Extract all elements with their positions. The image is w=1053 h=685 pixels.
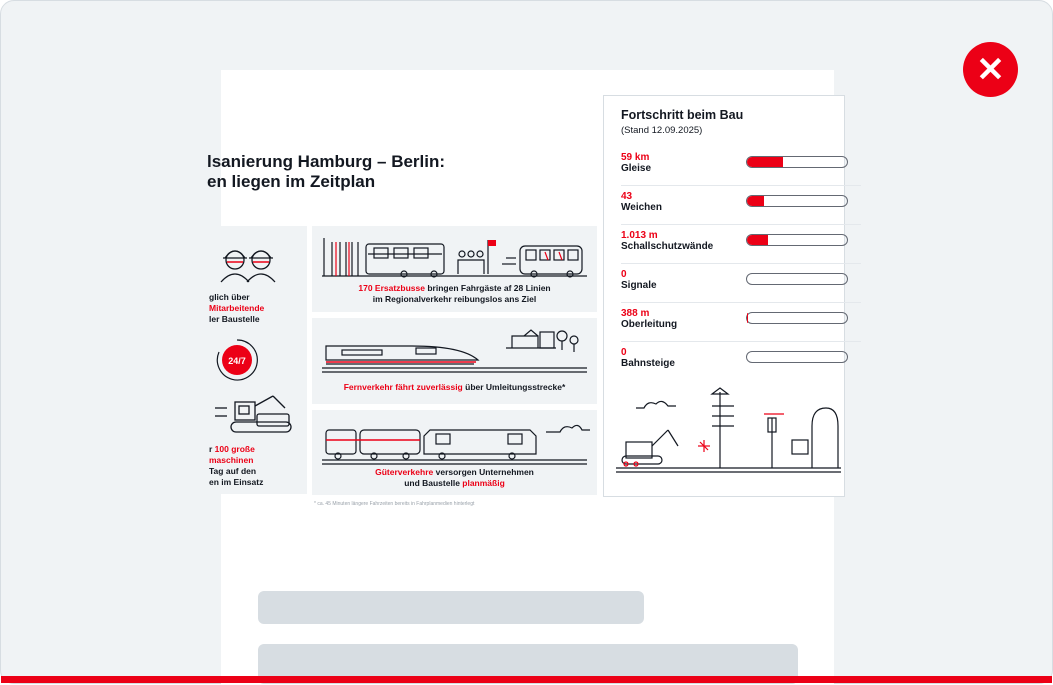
close-icon: ✕ xyxy=(976,50,1005,89)
progress-card xyxy=(603,95,845,497)
progress-row: 59 km Gleise xyxy=(621,147,861,186)
bus-tram-illustration xyxy=(312,232,597,282)
freight-caption: Güterverkehre versorgen Unternehmen und Baustelle planmäßig xyxy=(375,467,534,488)
construction-site-illustration xyxy=(616,386,836,476)
accent-bar xyxy=(1,676,1052,683)
close-button[interactable] xyxy=(963,42,1018,97)
progress-title: Fortschritt beim Bau xyxy=(621,108,744,122)
progress-bar xyxy=(746,156,848,168)
progress-bar xyxy=(746,195,848,207)
infographic-title xyxy=(207,152,445,192)
footnote: * ca. 45 Minuten längere Fahrzeiten bereits in Fahrplanmedien hinterlegt xyxy=(314,501,475,507)
progress-row: 0 Bahnsteige xyxy=(621,342,861,380)
workers-panel xyxy=(209,226,307,494)
long-distance-panel xyxy=(312,318,597,404)
progress-row: 43 Weichen xyxy=(621,186,861,225)
badge-24-7: 24/7 xyxy=(228,356,246,366)
progress-row: 1.013 m Schallschutzwände xyxy=(621,225,861,264)
ice-train-illustration xyxy=(312,324,597,374)
bus-caption: 170 Ersatzbusse bringen Fahrgäste af 28 Linien im Regionalverkehr reibungslos ans Ziel xyxy=(358,283,551,304)
freight-panel xyxy=(312,410,597,495)
bus-panel xyxy=(312,226,597,312)
progress-bar xyxy=(746,234,848,246)
progress-bar xyxy=(746,351,848,363)
freight-train-illustration xyxy=(312,416,597,466)
loading-placeholder xyxy=(258,591,644,624)
machines-caption: r 100 große maschinen Tag auf den en im Einsatz xyxy=(209,444,264,487)
workers-icon xyxy=(211,238,291,288)
workers-caption: glich über Mitarbeitende ler Baustelle xyxy=(209,292,265,324)
progress-bar xyxy=(746,312,848,324)
progress-row: 388 m Oberleitung xyxy=(621,303,861,342)
title-line-1: lsanierung Hamburg – Berlin: xyxy=(207,152,446,171)
ice-caption: Fernverkehr fährt zuverlässig über Umleitungsstrecke* xyxy=(343,382,566,392)
progress-bar xyxy=(746,273,848,285)
progress-row: 0 Signale xyxy=(621,264,861,303)
title-line-2: en liegen im Zeitplan xyxy=(207,172,376,191)
excavator-icon xyxy=(221,386,307,436)
progress-date: (Stand 12.09.2025) xyxy=(621,125,703,136)
